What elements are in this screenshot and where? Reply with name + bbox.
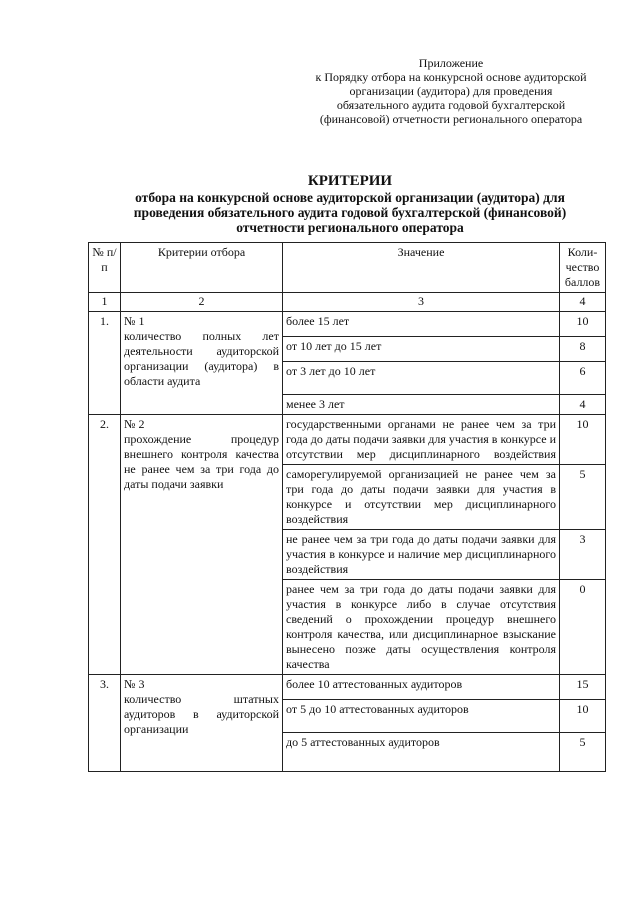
column-number: 2 — [121, 293, 283, 312]
annex-line: к Порядку отбора на конкурсной основе аудиторской — [315, 70, 587, 84]
value-cell: более 10 аттестованных аудиторов — [283, 675, 560, 700]
points-cell: 5 — [560, 465, 606, 530]
column-number: 3 — [283, 293, 560, 312]
criterion-cell — [121, 675, 283, 772]
value-cell: от 5 до 10 аттестованных аудиторов — [283, 700, 560, 733]
annex-line: обязательного аудита годовой бухгалтерской — [336, 98, 566, 112]
annex-line: (финансовой) отчетности регионального оператора — [319, 112, 583, 126]
criterion-text: количество штатных аудиторов в аудиторской организации — [124, 692, 279, 736]
points-cell: 10 — [560, 312, 606, 337]
value-cell: саморегулируемой организацией не ранее чем за три года до даты подачи заявки для участия в конкурсе и отсутствии мер дисциплинарного воздействия — [283, 465, 560, 530]
annex-line: организации (аудитора) для проведения — [349, 84, 553, 98]
header-criteria: Критерии отбора — [121, 243, 283, 293]
points-cell: 5 — [560, 733, 606, 772]
value-cell: государственными органами не ранее чем за три года до даты подачи заявки для участия в конкурсе и отсутствии мер дисциплинарного воздействия — [283, 415, 560, 465]
title-line: отчетности регионального оператора — [236, 220, 464, 235]
points-cell: 10 — [560, 700, 606, 733]
header-points: Коли-чество баллов — [560, 243, 606, 293]
row-number: 1. — [89, 312, 121, 415]
value-cell: от 3 лет до 10 лет — [283, 362, 560, 395]
title-line: проведения обязательного аудита годовой бухгалтерской (финансовой) — [133, 205, 567, 220]
points-cell: 10 — [560, 415, 606, 465]
header-value: Значение — [283, 243, 560, 293]
points-cell: 15 — [560, 675, 606, 700]
points-cell: 4 — [560, 395, 606, 415]
value-cell: до 5 аттестованных аудиторов — [283, 733, 560, 772]
header-row — [89, 243, 606, 293]
value-cell: более 15 лет — [283, 312, 560, 337]
points-cell: 8 — [560, 337, 606, 362]
criterion-cell — [121, 312, 283, 415]
title-line: отбора на конкурсной основе аудиторской организации (аудитора) для — [135, 190, 565, 205]
criterion-number: № 1 — [124, 314, 145, 328]
annex-line: Приложение — [418, 56, 484, 70]
table-row — [89, 312, 606, 337]
table-row — [89, 415, 606, 465]
criterion-number: № 2 — [124, 417, 145, 431]
criterion-number: № 3 — [124, 677, 145, 691]
value-cell: менее 3 лет — [283, 395, 560, 415]
criterion-text: прохождение процедур внешнего контроля качества не ранее чем за три года до даты подачи заявки — [124, 432, 279, 491]
criterion-text: количество полных лет деятельности аудиторской организации (аудитора) в области аудита — [124, 329, 279, 388]
value-cell: от 10 лет до 15 лет — [283, 337, 560, 362]
points-cell: 6 — [560, 362, 606, 395]
points-cell: 0 — [560, 580, 606, 675]
criterion-cell — [121, 415, 283, 675]
row-number: 3. — [89, 675, 121, 772]
value-cell: ранее чем за три года до даты подачи заявки для участия в конкурсе либо в случае отсутствия сведений о прохождении процедур внешнего контроля качества, или дисциплинарное взыскание вынесено позже даты осуществления контроля качества — [283, 580, 560, 675]
table-row — [89, 675, 606, 700]
header-num: № п/п — [89, 243, 121, 293]
column-number: 1 — [89, 293, 121, 312]
column-numbers-row — [89, 293, 606, 312]
criteria-table — [88, 242, 606, 772]
column-number: 4 — [560, 293, 606, 312]
row-number: 2. — [89, 415, 121, 675]
value-cell: не ранее чем за три года до даты подачи заявки для участия в конкурсе и наличие мер дисциплинарного воздействия — [283, 530, 560, 580]
title-main: КРИТЕРИИ — [307, 173, 393, 189]
annex-note — [298, 56, 604, 126]
points-cell: 3 — [560, 530, 606, 580]
document-title — [60, 172, 640, 235]
